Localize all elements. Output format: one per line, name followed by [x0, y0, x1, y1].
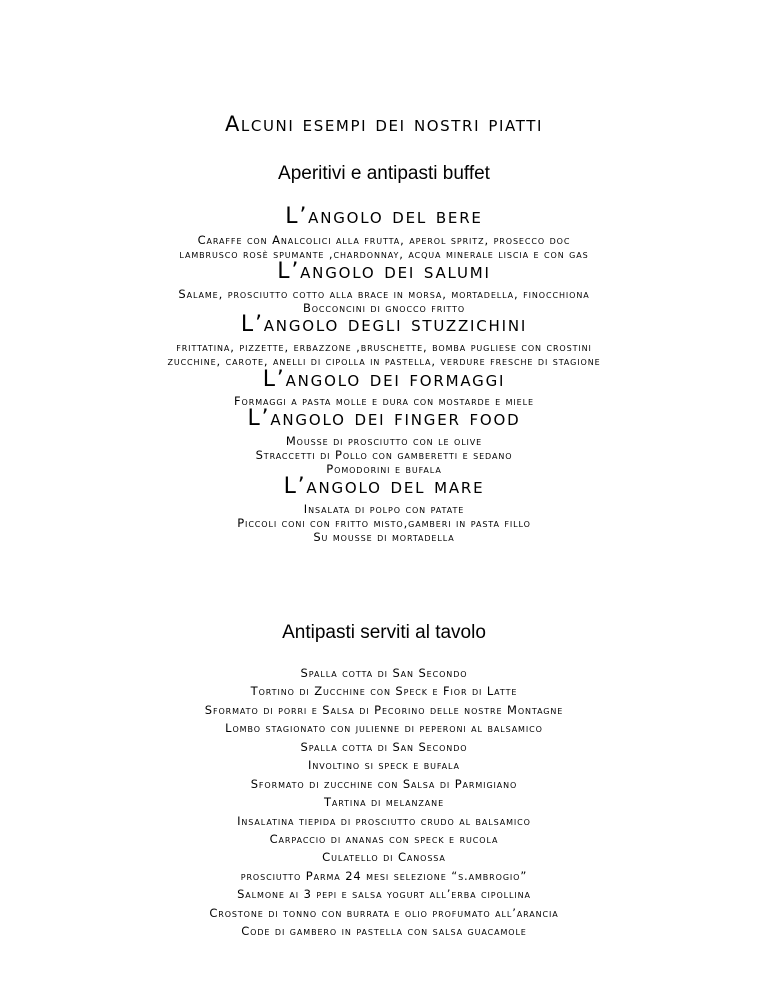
- section-title-mare: L’angolo del mare: [283, 474, 485, 499]
- section-formaggi-line-1: Formaggi a pasta molle e dura con mostarde e miele: [234, 394, 534, 408]
- table-dish: prosciutto Parma 24 mesi selezione “s.ambrogio”: [240, 869, 528, 883]
- page-title: Alcuni esempi dei nostri piatti: [224, 112, 544, 136]
- section-finger-food-line-3: Pomodorini e bufala: [326, 462, 442, 476]
- section-finger-food-line-1: Mousse di prosciutto con le olive: [285, 434, 483, 448]
- table-dish: Involtino si speck e bufala: [308, 758, 460, 772]
- table-dish: Tortino di Zucchine con Speck e Fior di Latte: [250, 684, 518, 698]
- section-bere-line-2: lambrusco rosè spumante ,chardonnay, acqua minerale liscia e con gas: [179, 247, 589, 261]
- table-dish: Sformato di zucchine con Salsa di Parmigiano: [250, 777, 518, 791]
- section-mare-line-2: Piccoli coni con fritto misto,gamberi in pasta fillo: [237, 516, 531, 530]
- table-dish: Salmone ai 3 pepi e salsa yogurt all’erba cipollina: [237, 887, 531, 901]
- section-title-salumi: L’angolo dei salumi: [277, 259, 491, 284]
- section-title-formaggi: L’angolo dei formaggi: [262, 367, 506, 392]
- section-bere-line-1: Caraffe con Analcolici alla frutta, aperol spritz, prosecco doc: [197, 233, 571, 247]
- table-dish: Sformato di porri e Salsa di Pecorino delle nostre Montagne: [204, 703, 564, 717]
- section-title-bere: L’angolo del bere: [285, 204, 483, 229]
- section-stuzzichini-line-1: frittatina, pizzette, erbazzone ,bruschette, bomba pugliese con crostini: [176, 340, 592, 354]
- buffet-heading: Aperitivi e antipasti buffet: [278, 163, 490, 184]
- section-title-finger-food: L’angolo dei finger food: [247, 406, 521, 431]
- table-dish: Crostone di tonno con burrata e olio profumato all’arancia: [209, 906, 559, 920]
- section-mare-line-1: Insalata di polpo con patate: [303, 502, 465, 516]
- table-dish: Lombo stagionato con julienne di peperoni al balsamico: [225, 721, 543, 735]
- table-dish: Carpaccio di ananas con speck e rucola: [269, 832, 499, 846]
- table-dish: Insalatina tiepida di prosciutto crudo al balsamico: [237, 814, 531, 828]
- table-dish: Spalla cotta di San Secondo: [300, 740, 468, 754]
- section-mare-line-3: Su mousse di mortadella: [313, 530, 455, 544]
- section-stuzzichini-line-2: zucchine, carote, anelli di cipolla in pastella, verdure fresche di stagione: [167, 354, 601, 368]
- table-dish: Tartina di melanzane: [323, 795, 445, 809]
- table-heading: Antipasti serviti al tavolo: [282, 622, 486, 643]
- section-salumi-line-1: Salame, prosciutto cotto alla brace in morsa, mortadella, finocchiona: [178, 287, 590, 301]
- section-finger-food-line-2: Straccetti di Pollo con gamberetti e sedano: [255, 448, 513, 462]
- table-dish: Culatello di Canossa: [322, 850, 446, 864]
- table-dish: Code di gambero in pastella con salsa guacamole: [241, 924, 527, 938]
- section-title-stuzzichini: L’angolo degli stuzzichini: [240, 312, 528, 337]
- section-salumi-line-2: Bocconcini di gnocco fritto: [302, 301, 466, 315]
- table-dish: Spalla cotta di San Secondo: [300, 666, 468, 680]
